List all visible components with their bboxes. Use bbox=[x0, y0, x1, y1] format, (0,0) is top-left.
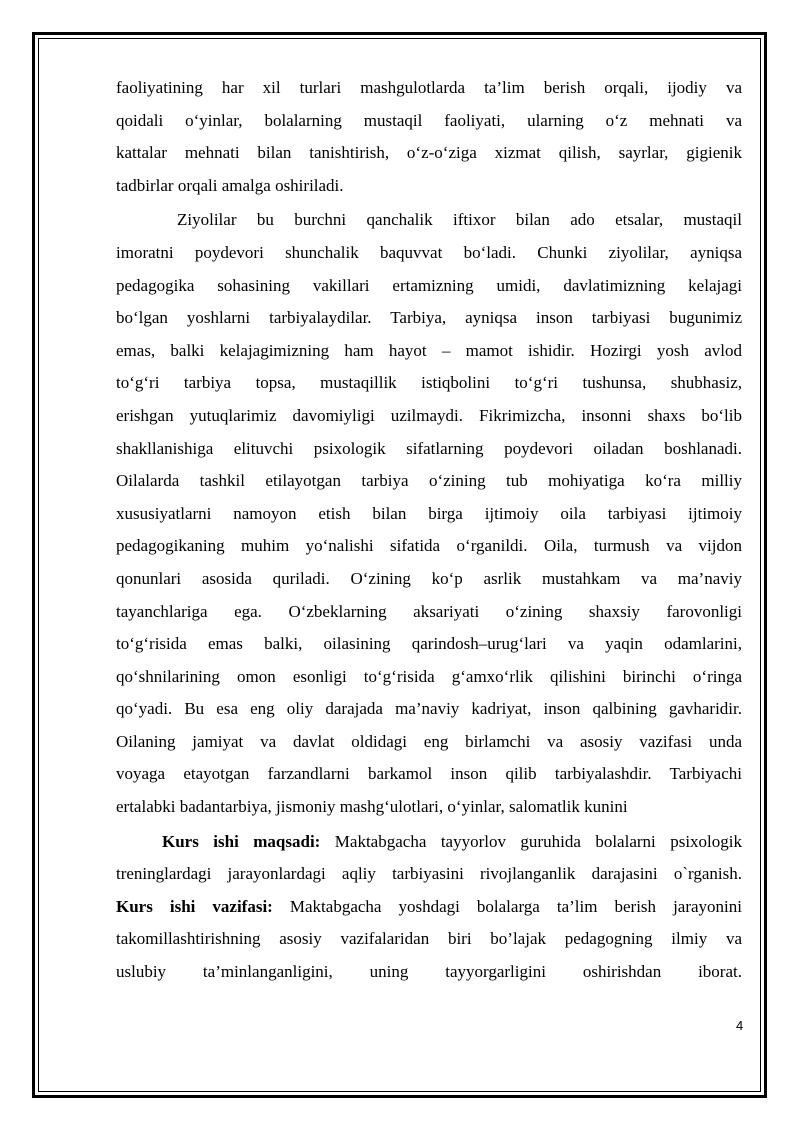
text-line: erishgan yutuqlarimiz davomiyligi uzilmaydi. Fikrimizcha, insonni shaxs bo‘lib bbox=[116, 405, 742, 425]
text-line: pedagogikaning muhim yo‘nalishi sifatida o‘rganildi. Oila, turmush va vijdon bbox=[116, 536, 742, 556]
task-label: Kurs ishi vazifasi: bbox=[116, 896, 273, 916]
text-line: faoliyatining har xil turlari mashgulotlarda ta’lim berish orqali, ijodiy va bbox=[116, 78, 742, 97]
text-line: bo‘lgan yoshlarni tarbiyalaydilar. Tarbiya, ayniqsa inson tarbiyasi bugunimiz bbox=[116, 308, 742, 328]
text-line: Ziyolilar bu burchni qanchalik iftixor bilan ado etsalar, mustaqil bbox=[177, 210, 742, 230]
task-text: Maktabgacha yoshdagi bolalarga ta’lim berish jarayonini bbox=[272, 896, 742, 916]
text-line: Oilaning jamiyat va davlat oldidagi eng birlamchi va asosiy vazifasi unda bbox=[116, 731, 742, 751]
text-line: qonunlari asosida quriladi. O‘zining ko‘p asrlik mustahkam va ma’naviy bbox=[116, 568, 742, 588]
text-line: qo‘yadi. Bu esa eng oliy darajada ma’naviy kadriyat, inson qalbining gavharidir. bbox=[116, 699, 742, 719]
page-number: 4 bbox=[736, 1018, 744, 1033]
document-body bbox=[116, 72, 742, 989]
goal-text: Maktabgacha tayyorlov guruhida bolalarni psixologik bbox=[320, 831, 742, 851]
text-line: kattalar mehnati bilan tanishtirish, o‘z-o‘ziga xizmat qilish, sayrlar, gigienik bbox=[116, 143, 742, 163]
goal-text-line: treninglardagi jarayonlardagi aqliy tarbiyasini rivojlanganlik darajasini o`rganish. bbox=[116, 864, 742, 884]
text-line: ertalabki badantarbiya, jismoniy mashg‘ulotlari, o‘yinlar, salomatlik kunini bbox=[116, 797, 628, 817]
task-line bbox=[116, 891, 742, 924]
text-line: qo‘shnilarining omon esonligi to‘g‘risida g‘amxo‘rlik qilishini birinchi o‘ringa bbox=[116, 666, 742, 686]
text-line: voyaga etayotgan farzandlarni barkamol inson qilib tarbiyalashdir. Tarbiyachi bbox=[116, 764, 742, 784]
paragraph-intellectuals bbox=[116, 204, 742, 823]
text-line: Oilalarda tashkil etilayotgan tarbiya o‘zining tub mohiyatiga ko‘ra milliy bbox=[116, 471, 742, 491]
text-line: xususiyatlarni namoyon etish bilan birga ijtimoiy oila tarbiyasi ijtimoiy bbox=[116, 503, 742, 523]
text-line: shakllanishiga elituvchi psixologik sifatlarning poydevori oiladan boshlanadi. bbox=[116, 438, 742, 458]
text-line: tayanchlariga ega. O‘zbeklarning aksariyati o‘zining shaxsiy farovonligi bbox=[116, 601, 742, 621]
goal-label: Kurs ishi maqsadi: bbox=[162, 831, 321, 851]
text-line: emas, balki kelajagimizning ham hayot – mamot ishidir. Hozirgi yosh avlod bbox=[116, 340, 742, 360]
task-text-line: uslubiy ta’minlanganligini, uning tayyorgarligini oshirishdan iborat. bbox=[116, 962, 742, 982]
paragraph-goal-task bbox=[116, 826, 742, 989]
text-line: to‘g‘risida emas balki, oilasining qarindosh–urug‘lari va yaqin odamlarini, bbox=[116, 634, 742, 654]
paragraph-intro bbox=[116, 72, 742, 202]
text-line: imoratni poydevori shunchalik baquvvat bo‘ladi. Chunki ziyolilar, ayniqsa bbox=[116, 242, 742, 262]
text-line: qoidali o‘yinlar, bolalarning mustaqil faoliyati, ularning o‘z mehnati va bbox=[116, 110, 742, 130]
task-text-line: takomillashtirishning asosiy vazifalaridan biri bo’lajak pedagogning ilmiy va bbox=[116, 929, 742, 949]
text-line: tadbirlar orqali amalga oshiriladi. bbox=[116, 175, 344, 195]
text-line: pedagogika sohasining vakillari ertamizning umidi, davlatimizning kelajagi bbox=[116, 275, 742, 295]
text-line: to‘g‘ri tarbiya topsa, mustaqillik istiqbolini to‘g‘ri tushunsa, shubhasiz, bbox=[116, 373, 742, 393]
goal-line bbox=[116, 826, 742, 859]
